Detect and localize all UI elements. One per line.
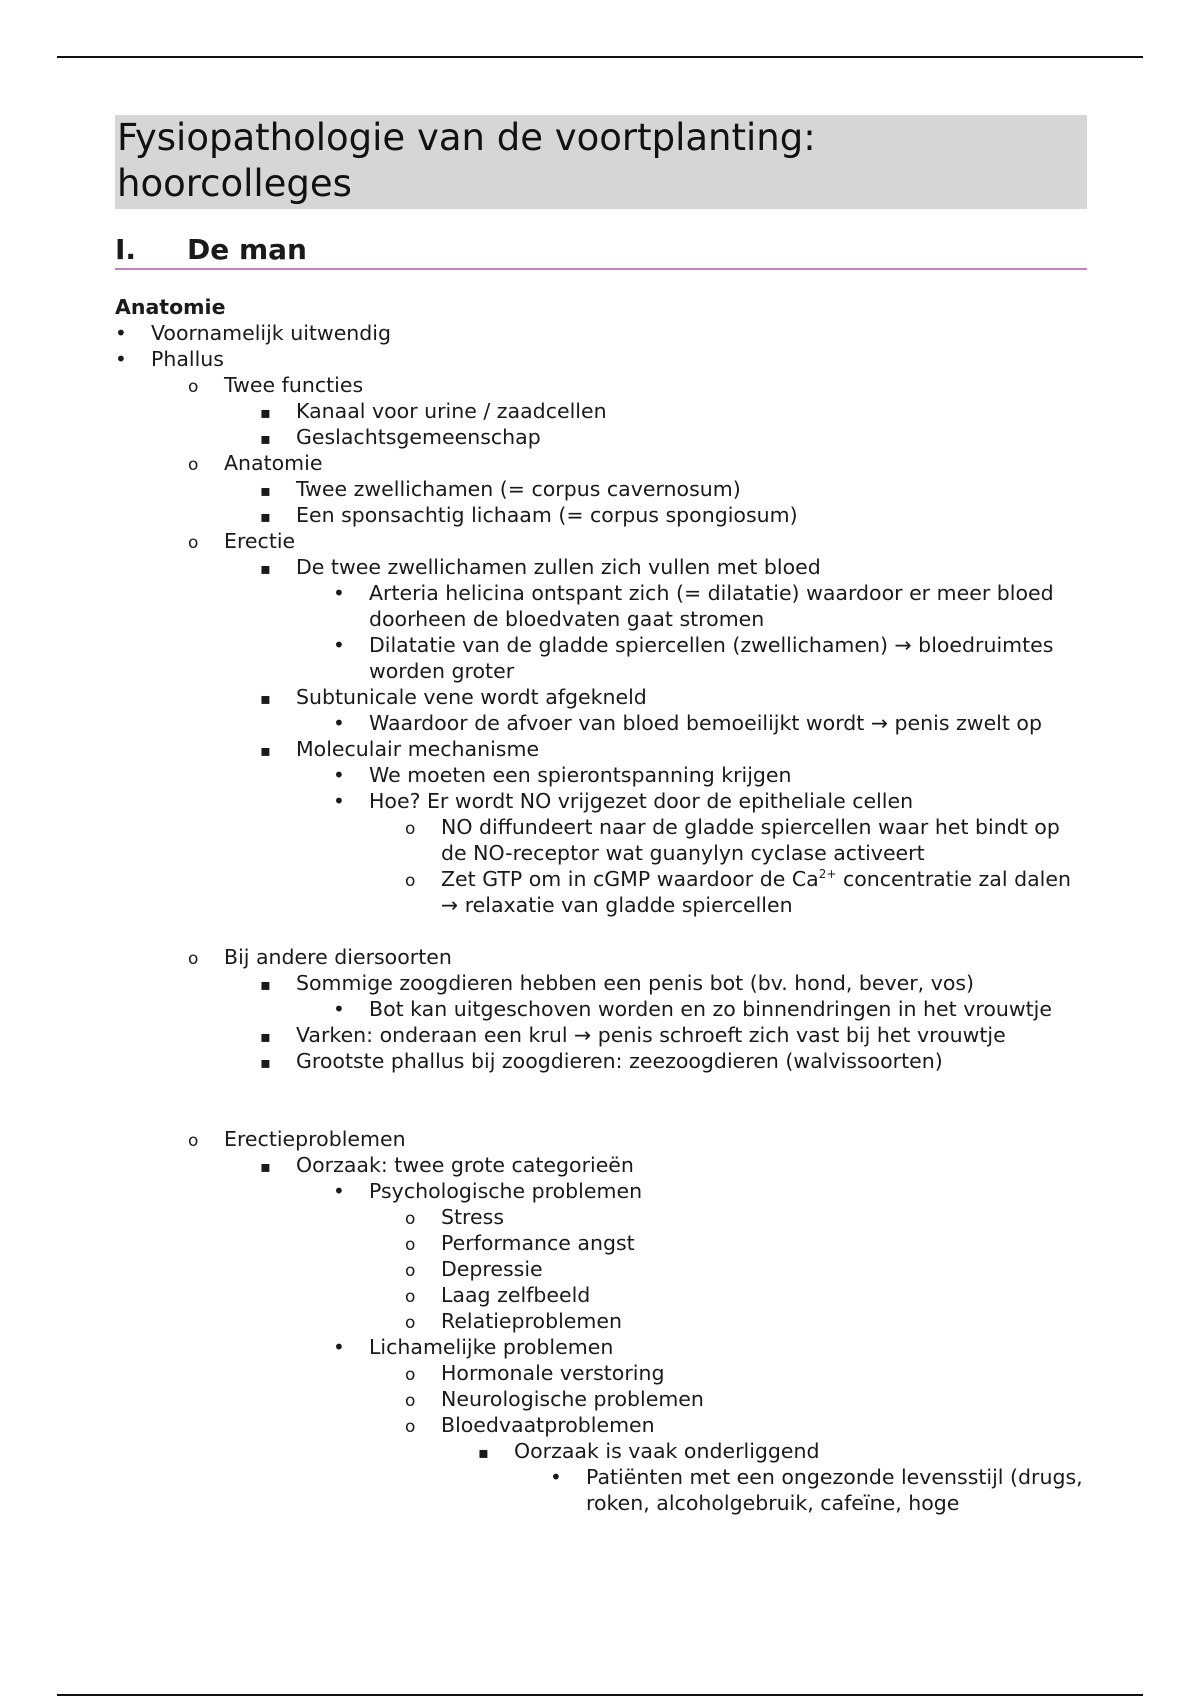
list-item-text: Erectieproblemen: [224, 1127, 406, 1151]
list-item-text: Twee zwellichamen (= corpus cavernosum): [296, 477, 741, 501]
bullet-icon: [333, 996, 353, 1022]
list-item-text-gtp-part1: Zet GTP om in cGMP waardoor de Ca: [441, 867, 819, 891]
square-bullet-icon: [260, 1048, 280, 1076]
list-item: [115, 528, 1090, 554]
list-item: [115, 398, 1090, 424]
square-bullet-icon: [260, 684, 280, 712]
list-item-text: Hoe? Er wordt NO vrijgezet door de epitheliale cellen: [369, 789, 914, 813]
list-item-text: Bij andere diersoorten: [224, 945, 452, 969]
page-top-rule: [57, 56, 1143, 58]
list-item: [115, 1334, 1090, 1360]
calcium-charge-superscript: 2+: [818, 867, 837, 882]
bullet-icon: [333, 762, 353, 788]
list-item-text: Performance angst: [441, 1231, 635, 1255]
list-item: [115, 1022, 1090, 1048]
list-item-text: Oorzaak: twee grote categorieën: [296, 1153, 634, 1177]
list-item-text: Bloedvaatproblemen: [441, 1413, 655, 1437]
section-heading: [115, 228, 1087, 270]
circle-bullet-icon: [405, 1256, 425, 1284]
list-item-text: Depressie: [441, 1257, 543, 1281]
list-item: [115, 424, 1090, 450]
document-title: [115, 115, 1087, 207]
list-item-text: Twee functies: [224, 373, 364, 397]
list-item-text: Grootste phallus bij zoogdieren: zeezoogdieren (walvissoorten): [296, 1049, 943, 1073]
list-item: [115, 762, 1090, 788]
circle-bullet-icon: [405, 1386, 425, 1414]
circle-bullet-icon: [405, 1360, 425, 1388]
bullet-icon: [333, 632, 353, 658]
list-item-text: Sommige zoogdieren hebben een penis bot (bv. hond, bever, vos): [296, 971, 975, 995]
list-item: [115, 580, 1090, 632]
list-item-text: Kanaal voor urine / zaadcellen: [296, 399, 607, 423]
bullet-icon: [333, 1334, 353, 1360]
circle-bullet-icon: [405, 1308, 425, 1336]
title-line-2: hoorcolleges: [117, 162, 352, 205]
list-item-text: Lichamelijke problemen: [369, 1335, 614, 1359]
bullet-icon: [550, 1464, 570, 1490]
page-bottom-rule: [57, 1694, 1143, 1696]
title-line-1: Fysiopathologie van de voortplanting:: [117, 116, 816, 159]
bullet-icon: [115, 320, 135, 346]
list-item: [115, 632, 1090, 684]
square-bullet-icon: [260, 502, 280, 530]
circle-bullet-icon: [405, 814, 425, 842]
square-bullet-icon: [260, 736, 280, 764]
list-item: [115, 1282, 1090, 1308]
list-item: [115, 1230, 1090, 1256]
list-item: [115, 1204, 1090, 1230]
list-item: [115, 1152, 1090, 1178]
square-bullet-icon: [260, 398, 280, 426]
list-item-text: Patiënten met een ongezonde levensstijl (drugs, roken, alcoholgebruik, cafeïne, hoge: [586, 1465, 1083, 1515]
circle-bullet-icon: [405, 866, 425, 894]
list-item: [115, 1412, 1090, 1438]
list-item: [115, 320, 1090, 346]
list-item: [115, 996, 1090, 1022]
spacer: [115, 1074, 1090, 1126]
bullet-icon: [333, 710, 353, 736]
circle-bullet-icon: [405, 1204, 425, 1232]
list-item-text: De twee zwellichamen zullen zich vullen met bloed: [296, 555, 821, 579]
list-item: [115, 346, 1090, 372]
list-item-text: Dilatatie van de gladde spiercellen (zwellichamen) → bloedruimtes worden groter: [369, 633, 1054, 683]
list-item: [115, 1438, 1090, 1464]
bullet-icon: [333, 1178, 353, 1204]
list-item-text: Een sponsachtig lichaam (= corpus spongiosum): [296, 503, 798, 527]
spacer: [115, 918, 1090, 944]
list-item-text: Arteria helicina ontspant zich (= dilatatie) waardoor er meer bloed doorheen de bloedvaten gaat stromen: [369, 581, 1054, 631]
list-item: [115, 788, 1090, 814]
list-item: [115, 814, 1090, 866]
square-bullet-icon: [260, 1022, 280, 1050]
list-item: [115, 1308, 1090, 1334]
document-body: [115, 294, 1090, 1516]
section-number: I.: [115, 233, 137, 266]
list-item-text: Laag zelfbeeld: [441, 1283, 591, 1307]
list-item-text: Bot kan uitgeschoven worden en zo binnendringen in het vrouwtje: [369, 997, 1052, 1021]
list-item-text: NO diffundeert naar de gladde spiercellen waar het bindt op de NO-receptor wat guanylyn cyclase activeert: [441, 815, 1060, 865]
circle-bullet-icon: [405, 1412, 425, 1440]
list-item-text: Geslachtsgemeenschap: [296, 425, 541, 449]
list-item-text: Subtunicale vene wordt afgekneld: [296, 685, 647, 709]
list-item-text: Varken: onderaan een krul → penis schroeft zich vast bij het vrouwtje: [296, 1023, 1006, 1047]
document-title-box: [115, 115, 1087, 209]
square-bullet-icon: [260, 424, 280, 452]
square-bullet-icon: [260, 970, 280, 998]
list-item-text: Oorzaak is vaak onderliggend: [514, 1439, 820, 1463]
square-bullet-icon: [260, 476, 280, 504]
list-item: [115, 736, 1090, 762]
circle-bullet-icon: [188, 944, 208, 972]
bullet-icon: [115, 346, 135, 372]
list-item-text-gtp-part2: concentratie zal dalen → relaxatie van gladde spiercellen: [441, 867, 1071, 917]
list-item-text: Hormonale verstoring: [441, 1361, 665, 1385]
square-bullet-icon: [260, 1152, 280, 1180]
list-item: [115, 866, 1090, 918]
list-item: [115, 970, 1090, 996]
list-item-text: Psychologische problemen: [369, 1179, 643, 1203]
list-item-text: Neurologische problemen: [441, 1387, 704, 1411]
square-bullet-icon: [260, 554, 280, 582]
circle-bullet-icon: [188, 372, 208, 400]
list-item: [115, 1178, 1090, 1204]
list-item: [115, 554, 1090, 580]
list-item-text: We moeten een spierontspanning krijgen: [369, 763, 792, 787]
list-item-text: Phallus: [151, 347, 224, 371]
circle-bullet-icon: [405, 1230, 425, 1258]
list-item-text: Waardoor de afvoer van bloed bemoeilijkt wordt → penis zwelt op: [369, 711, 1042, 735]
list-item-text: Relatieproblemen: [441, 1309, 622, 1333]
list-item: [115, 450, 1090, 476]
circle-bullet-icon: [188, 450, 208, 478]
list-item: [115, 1048, 1090, 1074]
subheading-anatomie: Anatomie: [115, 295, 226, 319]
list-item: [115, 1126, 1090, 1152]
list-item-text: Voornamelijk uitwendig: [151, 321, 392, 345]
list-item: [115, 1464, 1090, 1516]
list-item: [115, 1386, 1090, 1412]
list-item: [115, 1360, 1090, 1386]
list-item-text: Anatomie: [224, 451, 323, 475]
list-item: [115, 684, 1090, 710]
list-item-text: Moleculair mechanisme: [296, 737, 540, 761]
circle-bullet-icon: [188, 528, 208, 556]
list-item-text: Stress: [441, 1205, 505, 1229]
bullet-icon: [333, 788, 353, 814]
bullet-icon: [333, 580, 353, 606]
list-item: [115, 944, 1090, 970]
list-item-text: Erectie: [224, 529, 296, 553]
section-title: De man: [187, 233, 307, 266]
list-item: [115, 710, 1090, 736]
square-bullet-icon: [478, 1438, 498, 1466]
list-item: [115, 372, 1090, 398]
list-item: [115, 1256, 1090, 1282]
list-item: [115, 476, 1090, 502]
circle-bullet-icon: [405, 1282, 425, 1310]
circle-bullet-icon: [188, 1126, 208, 1154]
list-item: [115, 502, 1090, 528]
